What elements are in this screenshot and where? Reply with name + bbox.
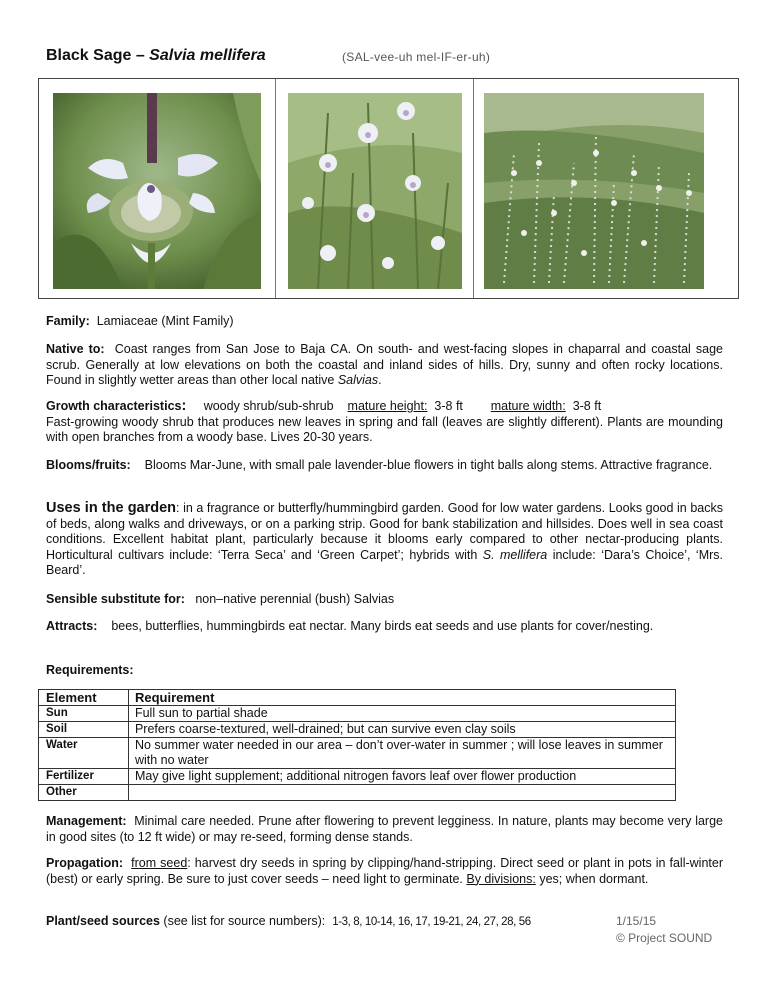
family-label: Family:	[46, 314, 90, 328]
uses-section	[46, 501, 723, 579]
photo-strip	[38, 78, 739, 299]
photo-divider	[275, 79, 276, 298]
row-element: Soil	[39, 722, 129, 738]
pronunciation: (SAL-vee-uh mel-IF-er-uh)	[342, 50, 491, 64]
attracts-section	[46, 619, 723, 635]
family-text: Lamiaceae (Mint Family)	[96, 314, 234, 328]
table-header-row	[39, 690, 676, 706]
footer-date: 1/15/15	[616, 914, 657, 928]
propagation-label: Propagation:	[46, 856, 124, 870]
native-text-end: .	[378, 373, 382, 387]
photo-divider	[473, 79, 474, 298]
header-element: Element	[39, 690, 129, 706]
table-row	[39, 769, 676, 785]
uses-text: in a fragrance or butterfly/hummingbird garden. Good for low water gardens. Looks good in backs of beds, along walks and driveways, or on a parking strip. Good for bank stabilization and hillsides. Does well in sea coast conditions. Excellent habitat plant, particularly because it blooms early compared to other nectar-producing plants. Horticultural cultivars include: ‘Terra Seca’ and ‘Green Carpet’; hybrids with	[46, 501, 723, 562]
table-row	[39, 785, 676, 801]
growth-text: Fast-growing woody shrub that produces new leaves in spring and fall (leaves are slightly different). Plants are mounding with open branches from a woody base. Lives 20-30 years.	[46, 414, 723, 444]
native-text-italic: Salvias	[337, 373, 379, 387]
scientific-name: Salvia mellifera	[149, 47, 266, 64]
row-element: Water	[39, 738, 129, 769]
sources-label: Plant/seed sources	[46, 914, 160, 928]
management-text: Minimal care needed. Prune after flowering to prevent legginess. In nature, plants may become very large in good sites (to 12 ft wide) or may re-seed, forming dense stands.	[46, 814, 723, 844]
seed-label: from seed	[131, 856, 188, 870]
management-label: Management:	[46, 814, 127, 828]
sources-section	[46, 914, 531, 928]
footer	[616, 913, 712, 947]
propagation-section	[46, 856, 723, 887]
substitute-section	[46, 592, 723, 608]
division-text: yes; when dormant.	[535, 871, 649, 886]
requirements-heading	[46, 663, 723, 679]
width-label: mature width:	[490, 399, 566, 413]
growth-form: woody shrub/sub-shrub	[203, 399, 334, 413]
native-text: Coast ranges from San Jose to Baja CA. On south- and west-facing slopes in chaparral and coastal sage scrub. Generally at low elevations on both the coastal and inland sides of hills. Dry, sunny and often rocky locations. Found in slightly wetter areas than other local native	[46, 342, 724, 387]
blooms-label: Blooms/fruits:	[46, 458, 131, 472]
attracts-label: Attracts:	[46, 619, 98, 633]
photo-flower-closeup	[53, 93, 261, 289]
height-label: mature height:	[347, 399, 428, 413]
photo-flowering-stems	[288, 93, 462, 289]
family-section	[46, 314, 723, 330]
footer-copyright: © Project SOUND	[616, 931, 713, 945]
row-requirement: Prefers coarse-textured, well-drained; but can survive even clay soils	[128, 722, 675, 738]
substitute-text: non–native perennial (bush) Salvias	[195, 592, 395, 606]
native-label: Native to:	[46, 342, 105, 356]
row-requirement: No summer water needed in our area – don’t over-water in summer ; will lose leaves in summer with no water	[128, 738, 675, 769]
uses-colon: :	[176, 501, 180, 515]
row-requirement	[128, 785, 675, 801]
attracts-text: bees, butterflies, hummingbirds eat nectar. Many birds eat seeds and use plants for cover/nesting.	[111, 619, 654, 633]
table-row	[39, 706, 676, 722]
propagation-text: : harvest dry seeds in spring by clipping/hand-stripping. Direct seed or plant in pots in fall-winter (best) or early spring. Be sure to just cover seeds – need light to germinate.	[46, 856, 723, 886]
width-value: 3-8 ft	[572, 399, 602, 413]
row-requirement: May give light supplement; additional nitrogen favors leaf over flower production	[128, 769, 675, 785]
table-row	[39, 722, 676, 738]
requirements-table	[38, 689, 676, 801]
common-name: Black Sage –	[46, 47, 150, 64]
substitute-label: Sensible substitute for:	[46, 592, 185, 606]
blooms-section	[46, 458, 723, 474]
uses-text-italic: S. mellifera	[482, 547, 548, 562]
header-requirement: Requirement	[128, 690, 675, 706]
division-label: By divisions:	[466, 871, 536, 886]
table-row	[39, 738, 676, 769]
row-element: Fertilizer	[39, 769, 129, 785]
page-title	[46, 47, 266, 65]
row-element: Sun	[39, 706, 129, 722]
growth-section	[46, 399, 723, 446]
blooms-text: Blooms Mar-June, with small pale lavender-blue flowers in tight balls along stems. Attractive fragrance.	[144, 458, 713, 472]
native-section	[46, 342, 723, 389]
management-section	[46, 814, 723, 845]
row-requirement: Full sun to partial shade	[128, 706, 675, 722]
uses-text-end: include: ‘Dara’s Choice’, ‘Mrs. Beard’.	[46, 547, 724, 577]
sources-note: (see list for source numbers):	[159, 914, 326, 928]
sources-numbers: 1-3, 8, 10-14, 16, 17, 19-21, 24, 27, 28, 56	[332, 916, 531, 928]
uses-label: Uses in the garden	[46, 500, 177, 516]
growth-colon: :	[181, 398, 187, 414]
photo-shrubs-on-slope	[484, 93, 704, 289]
row-element: Other	[39, 785, 129, 801]
height-value: 3-8 ft	[434, 399, 463, 413]
growth-label: Growth characteristics	[46, 399, 182, 413]
requirements-label: Requirements:	[46, 663, 134, 677]
